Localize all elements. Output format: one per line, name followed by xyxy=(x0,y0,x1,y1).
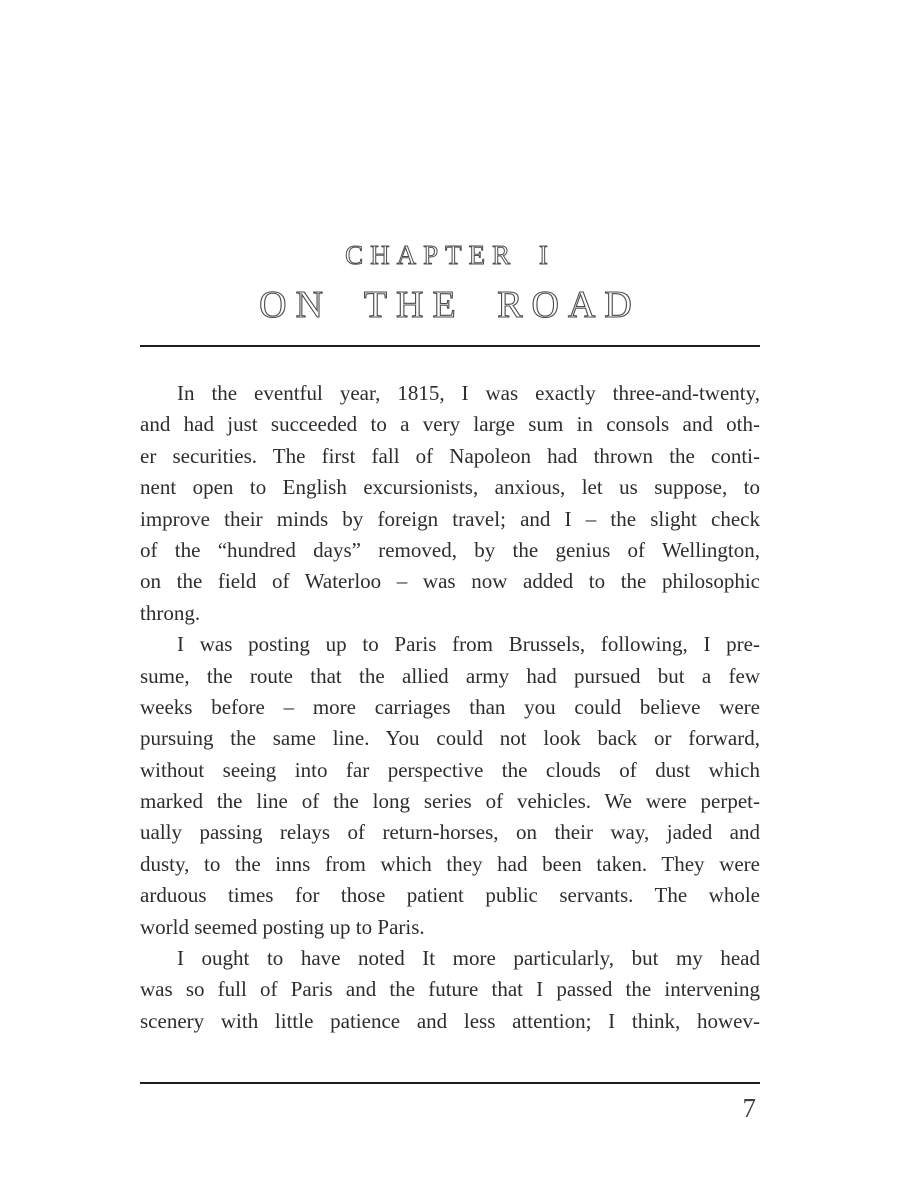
text-line: pursuing the same line. You could not look back or forward, xyxy=(140,726,760,751)
text-line: nent open to English excursionists, anxious, let us suppose, to xyxy=(140,475,760,500)
text-line: scenery with little patience and less attention; I think, howev- xyxy=(140,1008,760,1033)
top-rule xyxy=(140,345,760,347)
text-line: throng. xyxy=(140,600,201,625)
text-line: of the “hundred days” removed, by the genius of Wellington, xyxy=(140,537,760,562)
text-line: arduous times for those patient public servants. The whole xyxy=(140,883,760,908)
text-line: ually passing relays of return-horses, on their way, jaded and xyxy=(140,820,760,845)
text-line: without seeing into far perspective the clouds of dust which xyxy=(140,757,760,782)
text-line: was so full of Paris and the future that I passed the intervening xyxy=(140,977,760,1002)
page-number: 7 xyxy=(742,1093,756,1123)
text-line: world seemed posting up to Paris. xyxy=(140,914,425,939)
text-line: and had just succeeded to a very large sum in consols and oth- xyxy=(140,412,760,437)
text-line: weeks before – more carriages than you could believe were xyxy=(140,694,760,719)
text-line: In the eventful year, 1815, I was exactly three-and-twenty, xyxy=(177,381,760,405)
text-line: I ought to have noted It more particularly, but my head xyxy=(177,946,760,971)
text-line: marked the line of the long series of vehicles. We were perpet- xyxy=(140,789,760,814)
chapter-heading: CHAPTER I xyxy=(345,240,555,270)
text-line: on the field of Waterloo – was now added to the philosophic xyxy=(140,569,760,594)
body-text xyxy=(140,378,760,1037)
text-line: dusty, to the inns from which they had been taken. They were xyxy=(140,851,760,876)
bottom-rule xyxy=(140,1082,760,1084)
text-line: er securities. The first fall of Napoleon had thrown the conti- xyxy=(140,443,760,468)
text-line: improve their minds by foreign travel; and I – the slight check xyxy=(140,506,760,531)
text-line: I was posting up to Paris from Brussels, following, I pre- xyxy=(177,632,760,657)
chapter-title: ON THE ROAD xyxy=(259,284,641,326)
text-line: sume, the route that the allied army had pursued but a few xyxy=(140,663,760,688)
